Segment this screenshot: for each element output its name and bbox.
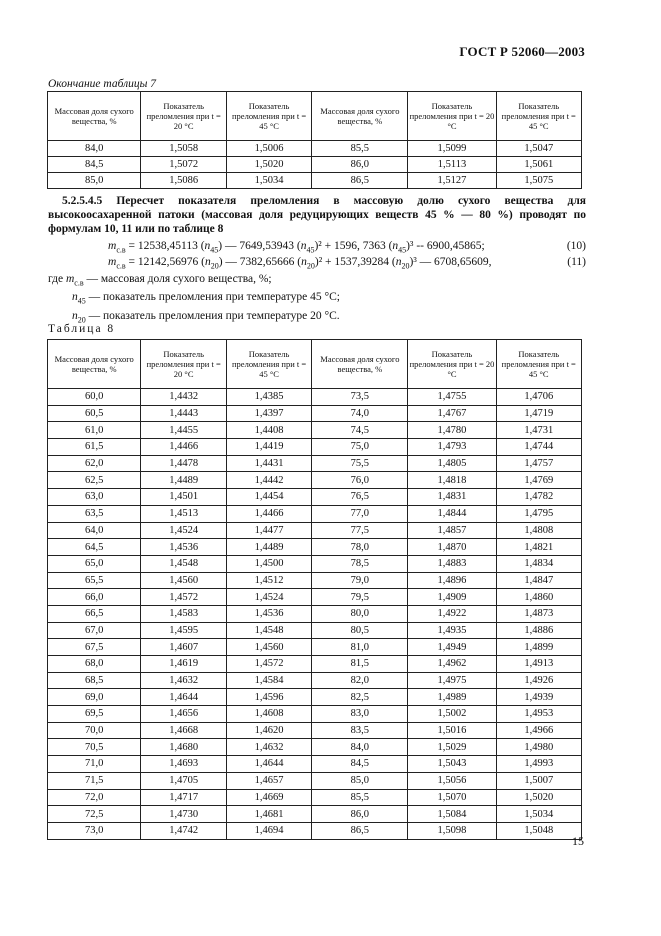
section-paragraph	[48, 194, 586, 236]
table-cell: 1,4478	[141, 455, 226, 472]
table-cell: 71,0	[48, 756, 141, 773]
table-cell: 1,4632	[141, 672, 226, 689]
table-cell: 1,4694	[226, 822, 311, 839]
column-header: Массовая доля сухого вещества, %	[48, 340, 141, 389]
table-cell: 1,4584	[226, 672, 311, 689]
table-cell: 1,4536	[226, 605, 311, 622]
table-cell: 1,4607	[141, 639, 226, 656]
table-cell: 1,4583	[141, 605, 226, 622]
table-row	[48, 605, 582, 622]
table-cell: 1,4500	[226, 555, 311, 572]
table-cell: 75,5	[312, 455, 408, 472]
column-header: Массовая доля сухого вещества, %	[312, 92, 408, 141]
table-cell: 1,5113	[408, 157, 496, 173]
table-cell: 67,0	[48, 622, 141, 639]
table-header-row	[48, 92, 582, 141]
table-cell: 1,4857	[408, 522, 496, 539]
table-row	[48, 722, 582, 739]
table-cell: 1,5070	[408, 789, 496, 806]
table-row	[48, 739, 582, 756]
table-row	[48, 141, 582, 157]
table-cell: 1,4926	[496, 672, 581, 689]
table-cell: 78,0	[312, 539, 408, 556]
table-cell: 1,4454	[226, 489, 311, 506]
table-cell: 1,4913	[496, 656, 581, 673]
table-cell: 67,5	[48, 639, 141, 656]
table-cell: 1,4860	[496, 589, 581, 606]
table-cell: 1,4962	[408, 656, 496, 673]
table-cell: 1,4909	[408, 589, 496, 606]
column-header: Показатель преломления при t = 45 °С	[496, 340, 581, 389]
table-cell: 86,0	[312, 806, 408, 823]
table-cell: 1,4755	[408, 389, 496, 406]
table-cell: 1,4619	[141, 656, 226, 673]
table8-caption: Таблица 8	[48, 323, 116, 335]
table-cell: 1,4949	[408, 639, 496, 656]
table-cell: 85,5	[312, 789, 408, 806]
table-cell: 1,5099	[408, 141, 496, 157]
table-cell: 1,4717	[141, 789, 226, 806]
table-cell: 1,4767	[408, 405, 496, 422]
table-cell: 68,5	[48, 672, 141, 689]
table-cell: 80,0	[312, 605, 408, 622]
table-cell: 1,5002	[408, 706, 496, 723]
section-number: 5.2.5.4.5	[62, 195, 103, 207]
table-cell: 1,4939	[496, 689, 581, 706]
table-cell: 1,4657	[226, 772, 311, 789]
table-cell: 1,4455	[141, 422, 226, 439]
table-cell: 77,0	[312, 505, 408, 522]
table-row	[48, 173, 582, 189]
table-row	[48, 789, 582, 806]
table-header-row	[48, 340, 582, 389]
table-cell: 78,5	[312, 555, 408, 572]
table-cell: 1,4560	[226, 639, 311, 656]
table-cell: 1,4466	[226, 505, 311, 522]
table-cell: 1,5056	[408, 772, 496, 789]
table-cell: 1,4513	[141, 505, 226, 522]
table-cell: 1,5034	[496, 806, 581, 823]
table-cell: 1,4608	[226, 706, 311, 723]
legend-line: где $m_{с.в}$ — массовая доля сухого вещества, %;	[48, 273, 272, 288]
table-row	[48, 539, 582, 556]
table-cell: 64,0	[48, 522, 141, 539]
table-cell: 1,4560	[141, 572, 226, 589]
table-cell: 1,4883	[408, 555, 496, 572]
table-cell: 84,0	[312, 739, 408, 756]
table-cell: 1,4782	[496, 489, 581, 506]
table-cell: 1,4680	[141, 739, 226, 756]
table-cell: 1,4808	[496, 522, 581, 539]
table-cell: 1,4548	[226, 622, 311, 639]
table-cell: 66,0	[48, 589, 141, 606]
table-cell: 63,5	[48, 505, 141, 522]
section-text: Пересчет показателя преломления в массовую долю сухого вещества для высокоосахаренной патоки (массовая доля редуцирующих веществ 45 % — 80 %) проводят по формулам 10, 11 или по таблице 8	[48, 195, 586, 235]
table-cell: 1,4477	[226, 522, 311, 539]
table-cell: 1,4821	[496, 539, 581, 556]
table-row	[48, 756, 582, 773]
table-cell: 1,4847	[496, 572, 581, 589]
table-cell: 1,4431	[226, 455, 311, 472]
legend-line: $n_{45}$ — показатель преломления при температуре 45 °С;	[72, 291, 340, 306]
table-cell: 76,0	[312, 472, 408, 489]
table-cell: 1,5007	[496, 772, 581, 789]
table-cell: 1,4644	[141, 689, 226, 706]
formula-legend	[48, 272, 340, 327]
column-header: Показатель преломления при t = 45 °С	[226, 340, 311, 389]
formula-number: (11)	[567, 256, 586, 268]
column-header: Массовая доля сухого вещества, %	[48, 92, 141, 141]
table-cell: 69,5	[48, 706, 141, 723]
table-cell: 1,4870	[408, 539, 496, 556]
table-cell: 1,5061	[496, 157, 581, 173]
table-row	[48, 589, 582, 606]
table-cell: 1,4993	[496, 756, 581, 773]
table-cell: 1,5020	[226, 157, 311, 173]
table-cell: 84,5	[48, 157, 141, 173]
table-cell: 79,0	[312, 572, 408, 589]
table-row	[48, 639, 582, 656]
table-cell: 1,4681	[226, 806, 311, 823]
table-cell: 1,4730	[141, 806, 226, 823]
table-row	[48, 489, 582, 506]
table-cell: 1,4443	[141, 405, 226, 422]
page-number: 15	[572, 834, 584, 848]
table-cell: 1,4757	[496, 455, 581, 472]
table-row	[48, 622, 582, 639]
table-cell: 1,4731	[496, 422, 581, 439]
table-cell: 1,5072	[141, 157, 226, 173]
table-cell: 86,0	[312, 157, 408, 173]
table-7	[47, 91, 582, 189]
table-cell: 71,5	[48, 772, 141, 789]
table-cell: 1,4501	[141, 489, 226, 506]
table-cell: 74,5	[312, 422, 408, 439]
table-cell: 1,4844	[408, 505, 496, 522]
table-row	[48, 472, 582, 489]
table-cell: 1,4896	[408, 572, 496, 589]
table-cell: 1,5075	[496, 173, 581, 189]
table-cell: 1,4980	[496, 739, 581, 756]
table-cell: 1,4899	[496, 639, 581, 656]
table-cell: 1,4524	[226, 589, 311, 606]
table-row	[48, 806, 582, 823]
table-row	[48, 389, 582, 406]
table-cell: 74,0	[312, 405, 408, 422]
table-cell: 60,5	[48, 405, 141, 422]
formula-11: $m_{с.в} = 12142,56976$ $(n_{20})$ — 7382,65666 $(n_{20})^2 + 1537,39284$ $(n_{20})^3$ — 6708,65609, (11)	[108, 256, 586, 271]
table-cell: 1,4719	[496, 405, 581, 422]
table-cell: 1,4397	[226, 405, 311, 422]
table-cell: 1,4419	[226, 439, 311, 456]
table-cell: 1,4668	[141, 722, 226, 739]
table-cell: 66,5	[48, 605, 141, 622]
table-cell: 1,4989	[408, 689, 496, 706]
table-row	[48, 822, 582, 839]
table7-caption: Окончание таблицы 7	[48, 78, 156, 90]
table-row	[48, 706, 582, 723]
table-cell: 81,0	[312, 639, 408, 656]
table-cell: 82,0	[312, 672, 408, 689]
table-cell: 1,4705	[141, 772, 226, 789]
column-header: Показатель преломления при t = 20 °С	[408, 340, 496, 389]
table-cell: 65,5	[48, 572, 141, 589]
legend-line: $n_{20}$ — показатель преломления при температуре 20 °С.	[72, 309, 340, 324]
column-header: Показатель преломления при t = 20 °С	[408, 92, 496, 141]
table-row	[48, 689, 582, 706]
formula-number: (10)	[566, 240, 586, 252]
table-row	[48, 772, 582, 789]
table-cell: 1,4536	[141, 539, 226, 556]
table-cell: 1,4489	[226, 539, 311, 556]
table-cell: 1,4385	[226, 389, 311, 406]
table-cell: 1,4744	[496, 439, 581, 456]
table-cell: 73,0	[48, 822, 141, 839]
column-header: Массовая доля сухого вещества, %	[312, 340, 408, 389]
table-cell: 1,4656	[141, 706, 226, 723]
table-cell: 1,4669	[226, 789, 311, 806]
table-cell: 1,5016	[408, 722, 496, 739]
table-cell: 1,4818	[408, 472, 496, 489]
table-cell: 72,5	[48, 806, 141, 823]
formula-10: $m_{с.в} = 12538,45113$ $(n_{45})$ — 7649,53943 $(n_{45})^2 + 1596$, 7363 $(n_{45})^3 -- 6900,45865$; (10)	[108, 240, 586, 255]
table-cell: 1,4805	[408, 455, 496, 472]
table-cell: 1,4793	[408, 439, 496, 456]
table-cell: 1,5047	[496, 141, 581, 157]
table-cell: 1,4769	[496, 472, 581, 489]
column-header: Показатель преломления при t = 45 °С	[226, 92, 311, 141]
column-header: Показатель преломления при t = 45 °С	[496, 92, 581, 141]
table-cell: 60,0	[48, 389, 141, 406]
table-row	[48, 405, 582, 422]
table-cell: 84,0	[48, 141, 141, 157]
table-cell: 70,0	[48, 722, 141, 739]
table-cell: 65,0	[48, 555, 141, 572]
table-cell: 83,0	[312, 706, 408, 723]
table-cell: 85,5	[312, 141, 408, 157]
table-cell: 1,4572	[141, 589, 226, 606]
table-cell: 1,4596	[226, 689, 311, 706]
table-cell: 1,4886	[496, 622, 581, 639]
table-cell: 82,5	[312, 689, 408, 706]
table-cell: 1,5034	[226, 173, 311, 189]
table-row	[48, 455, 582, 472]
table-row	[48, 656, 582, 673]
table-cell: 1,4524	[141, 522, 226, 539]
table-cell: 1,4466	[141, 439, 226, 456]
table-cell: 1,4831	[408, 489, 496, 506]
table-cell: 85,0	[312, 772, 408, 789]
table-cell: 76,5	[312, 489, 408, 506]
table-cell: 1,5043	[408, 756, 496, 773]
table-cell: 1,4935	[408, 622, 496, 639]
table-cell: 1,4953	[496, 706, 581, 723]
document-standard-number: ГОСТ Р 52060—2003	[459, 44, 585, 59]
table-cell: 62,5	[48, 472, 141, 489]
table-cell: 61,0	[48, 422, 141, 439]
table-row	[48, 555, 582, 572]
table-cell: 63,0	[48, 489, 141, 506]
table-cell: 1,4742	[141, 822, 226, 839]
table-cell: 61,5	[48, 439, 141, 456]
table-row	[48, 522, 582, 539]
table-cell: 1,5029	[408, 739, 496, 756]
table-cell: 84,5	[312, 756, 408, 773]
table-cell: 1,5020	[496, 789, 581, 806]
table-cell: 1,4512	[226, 572, 311, 589]
table-8	[47, 339, 582, 840]
table-row	[48, 505, 582, 522]
table-cell: 1,4489	[141, 472, 226, 489]
column-header: Показатель преломления при t = 20 °С	[141, 92, 226, 141]
table-row	[48, 572, 582, 589]
column-header: Показатель преломления при t = 20 °С	[141, 340, 226, 389]
table-cell: 1,4780	[408, 422, 496, 439]
table-cell: 1,4620	[226, 722, 311, 739]
table-cell: 1,4966	[496, 722, 581, 739]
table-cell: 69,0	[48, 689, 141, 706]
table-row	[48, 439, 582, 456]
table-cell: 1,4706	[496, 389, 581, 406]
table-cell: 1,4693	[141, 756, 226, 773]
table-cell: 1,5084	[408, 806, 496, 823]
table-cell: 75,0	[312, 439, 408, 456]
table-cell: 1,5058	[141, 141, 226, 157]
table-cell: 1,4432	[141, 389, 226, 406]
table-cell: 1,4595	[141, 622, 226, 639]
table-cell: 1,4548	[141, 555, 226, 572]
table-row	[48, 672, 582, 689]
table-cell: 72,0	[48, 789, 141, 806]
table-cell: 1,4922	[408, 605, 496, 622]
table-cell: 1,4873	[496, 605, 581, 622]
table-cell: 1,5086	[141, 173, 226, 189]
table-cell: 77,5	[312, 522, 408, 539]
table-cell: 1,5127	[408, 173, 496, 189]
table-cell: 83,5	[312, 722, 408, 739]
table-row	[48, 422, 582, 439]
table-cell: 1,4408	[226, 422, 311, 439]
table-cell: 1,5006	[226, 141, 311, 157]
table-cell: 81,5	[312, 656, 408, 673]
table-cell: 1,4795	[496, 505, 581, 522]
table-cell: 1,5098	[408, 822, 496, 839]
table-cell: 1,4834	[496, 555, 581, 572]
table-cell: 80,5	[312, 622, 408, 639]
table-cell: 79,5	[312, 589, 408, 606]
table-cell: 1,4442	[226, 472, 311, 489]
table-cell: 1,4572	[226, 656, 311, 673]
table-cell: 64,5	[48, 539, 141, 556]
table-cell: 1,5048	[496, 822, 581, 839]
table-cell: 68,0	[48, 656, 141, 673]
table-cell: 1,4975	[408, 672, 496, 689]
table-cell: 62,0	[48, 455, 141, 472]
table-row	[48, 157, 582, 173]
table-cell: 73,5	[312, 389, 408, 406]
table-cell: 1,4644	[226, 756, 311, 773]
table-cell: 70,5	[48, 739, 141, 756]
table-cell: 1,4632	[226, 739, 311, 756]
table-cell: 85,0	[48, 173, 141, 189]
table-cell: 86,5	[312, 822, 408, 839]
table-cell: 86,5	[312, 173, 408, 189]
